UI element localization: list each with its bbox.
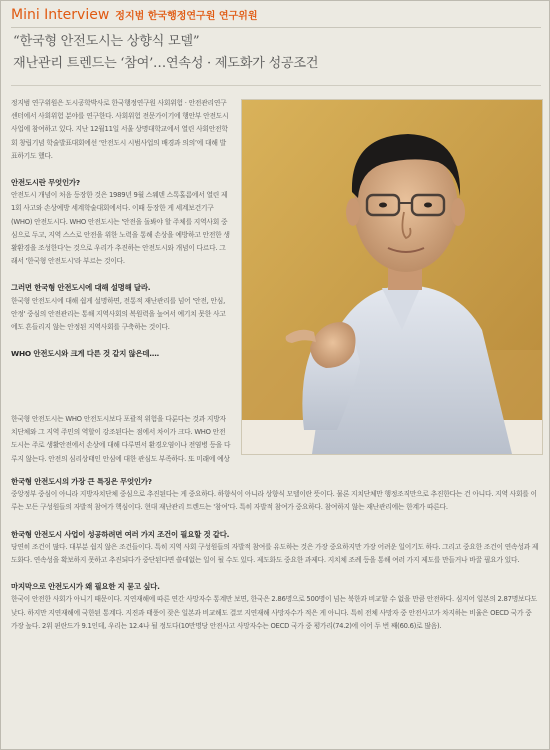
interviewee-photo: [241, 99, 543, 455]
question-3: WHO 안전도시와 크게 다른 것 같지 않은데….: [11, 349, 160, 359]
section-title: Mini Interview: [11, 7, 110, 23]
article-headline: [13, 31, 537, 75]
headline-line-1: “한국형 안전도시는 상향식 모델”: [13, 34, 200, 49]
question-6: 마지막으로 안전도시가 왜 필요한 지 묻고 싶다.: [11, 582, 160, 592]
headline-divider: [11, 85, 541, 86]
question-2: 그러면 한국형 안전도시에 대해 설명해 달라.: [11, 283, 151, 293]
answer-3: 한국형 안전도시는 WHO 안전도시보다 포괄적 위험을 다룬다는 것과 지방자치단체와 그 지역 주민의 역할이 강조된다는 점에서 차이가 크다. WHO 안전도시는 주로 생활안전에서 손상에 대해 다루면서 환경오염이나 전염병 등을 다루지 않는다. 안전의 심리상태인 안심에 대한 관심도 부족하다. 또 미래에 예상: [11, 415, 231, 463]
question-5: 한국형 안전도시 사업이 성공하려면 여러 가지 조건이 필요할 것 같다.: [11, 529, 230, 539]
question-1: 안전도시란 무엇인가?: [11, 178, 80, 188]
headline-line-2: 재난관리 트렌드는 ‘참여’…연속성 · 제도화가 성공조건: [13, 56, 319, 71]
article-body-lower: [11, 467, 539, 633]
article-body-bottom: [11, 413, 539, 465]
answer-5: 당연히 조건이 많다. 대부분 쉽지 않은 조건들이다. 특히 지역 사회 구성원들의 자발적 참여를 유도하는 것은 가장 중요하지만 가장 어려운 일이기도 하다. 그리고 중요한 조건이 연속성과 제도화다. 연속성을 확보하지 못하고 추진되다가 중단된다면 쓸데없는 일이 될 수도 있다. 제도화도 중요한 과제다. 지치체 조례 등을 통해 여러 가지 제도를 만들거나 바꿀 필요가 있다.: [11, 542, 539, 565]
answer-4: 중앙정부 중심이 아니라 지방자치단체 중심으로 추진된다는 게 중요하다. 하향식이 아니라 상향식 모델이란 뜻이다. 물론 지치단체만 행정조직만으로 추진한다는 건 아니다. 지역 사회를 이루는 모든 구성원들의 자발적 참여가 핵심이다. 현대 재난관리 트렌드는 '참여'다. 특히 자발적 참여가 중요하다. 참여하지 않는 재난관리에는 한계가 따른다.: [11, 490, 537, 512]
interviewee-name: 정지범 한국행정연구원 연구위원: [115, 11, 258, 22]
intro-paragraph: 정지범 연구위원은 도시공학박사로 한국행정연구원 사회위험 · 안전관리연구센터에서 사회위험 분야를 연구한다. 사회위험 전문가이기에 행안부 안전도시 사업에 참여하고 있다. 지난 12월11일 서울 상명대학교에서 열린 사회안전학회 창립기념 학술발표대회에선 ‘안전도시 시범사업의 배경과 의의’에 대해 발표하기도 했다.: [11, 99, 229, 160]
question-4: 한국형 안전도시의 가장 큰 특징은 무엇인가?: [11, 477, 152, 486]
article-header: [11, 7, 541, 28]
answer-2: 한국형 안전도시에 대해 쉽게 설명하면, 전통적 재난관리를 넘어 '안전, 안심, 안정' 중심의 안전관리는 통해 지역사회의 복원력을 높여서 예기치 못한 사고에도 흔들리지 않는 안정된 지역사회를 구축하는 것이다.: [11, 296, 226, 332]
article-body-top: [11, 97, 231, 360]
answer-6: 한국이 안전한 사회가 아니기 때문이다. 지연재해에 따른 연간 사망자수 통계만 보면, 한국은 2.86명으로 500명이 넘는 북한과 비교할 수 없을 만큼 안전하다. 심지어 일본의 2.87명보다도 낮다. 하지만 지연재해에 국한된 통계다. 지진과 태풍이 잦은 일본과 비교해도 결코 지연재해 사망자수가 적은 게 아니다. 특히 전체 사망자 중 안전사고가 차지하는 비율은 OECD 국가 중 가장 높다. 2위 핀란드가 9.1인데, 우리는 12.4나 될 정도다(10만명당 안전사고 사망자수는 OECD 국가 중 평가리(74.2)에 이어 두 번 째(60.6)로 많음).: [11, 595, 537, 630]
answer-1: 안전도시 개념이 처음 등장한 것은 1989년 9월 스웨덴 스톡홀름에서 열린 제1회 사고와 손상예방 세계학술대회에서다. 이때 등장한 게 세계보건기구(WHO) 안전도시다. WHO 안전도시는 '안전을 돌봐야 할 주체를 지역사회 중심으로 두고, 지역 스스로 안전을 위한 노력을 통해 손상을 예방하고 안전한 생활환경을 조성한다'는 것으로 우리가 추진하는 안전도시와 개념이 다르다. 그래서 '한국형 안전도시'라 부르는 것이다.: [11, 191, 230, 266]
